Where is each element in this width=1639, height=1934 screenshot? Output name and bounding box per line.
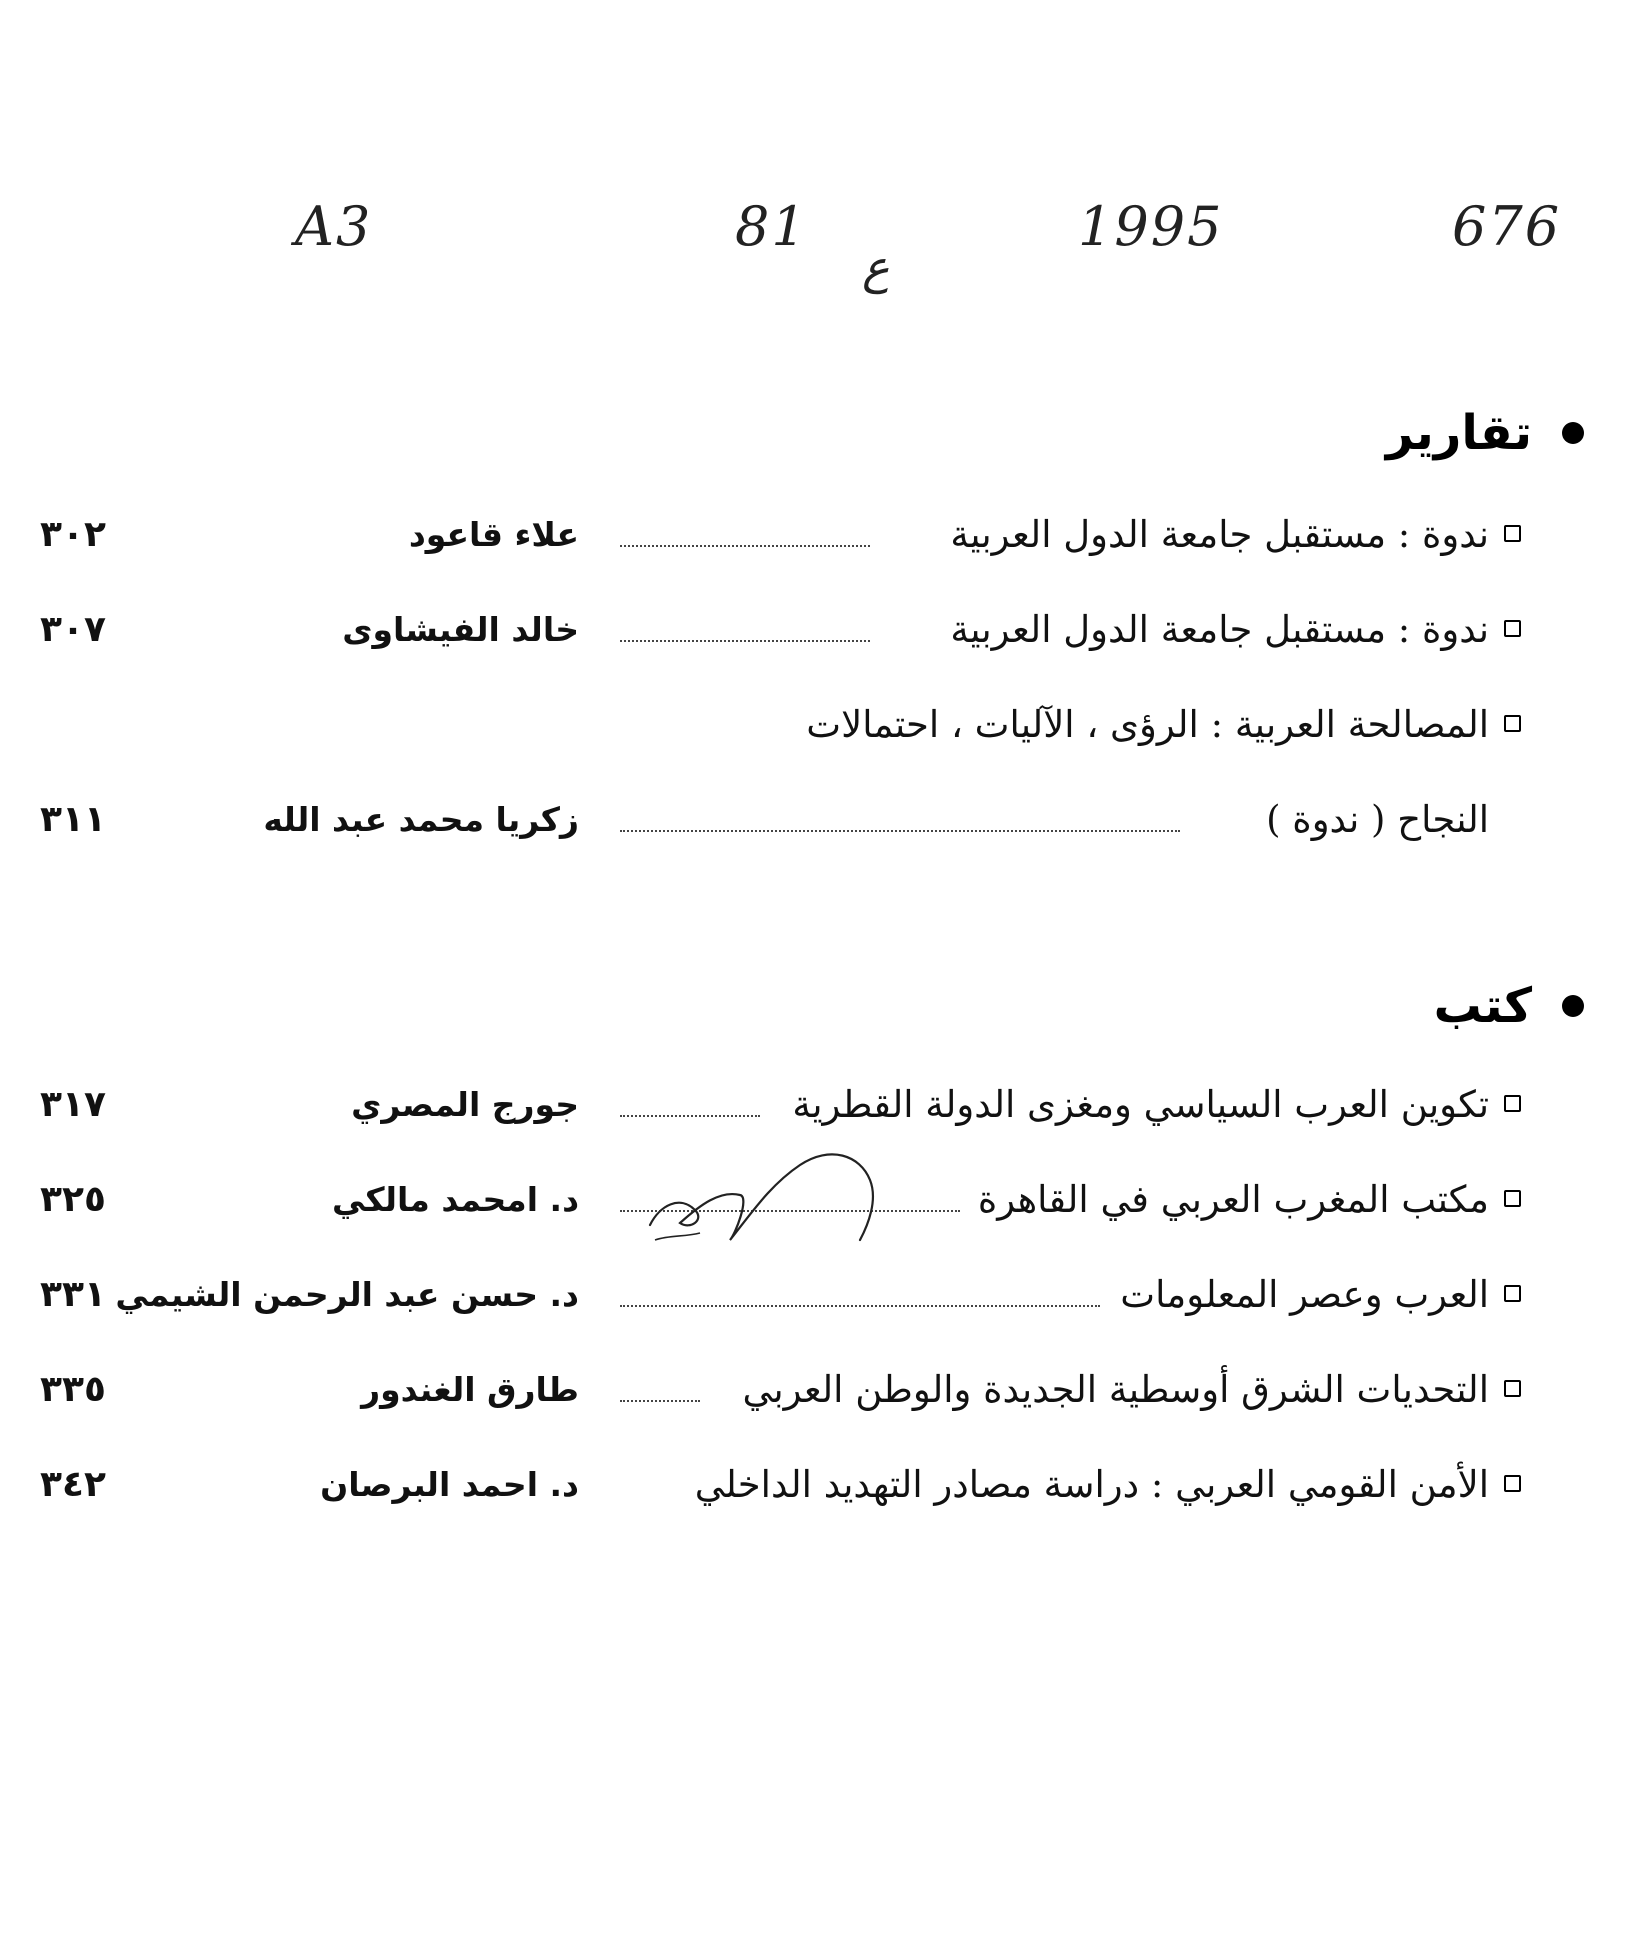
entry-page-number: ٣٣٥ [40, 1369, 106, 1410]
entry-title-continued: النجاح ( ندوة ) [1266, 798, 1489, 841]
entry-page-number: ٣٠٧ [40, 609, 106, 650]
dot-leader [620, 1115, 760, 1117]
entry-author: د. احمد البرصان [320, 1465, 579, 1504]
handwritten-issue-abbrev: ع [862, 240, 890, 294]
entry-title: مكتب المغرب العربي في القاهرة [977, 1178, 1489, 1221]
dot-leader [620, 830, 1180, 832]
toc-entry-multiline [0, 695, 1639, 755]
section-heading-text: كتب [1433, 978, 1532, 1034]
entry-title: الأمن القومي العربي : دراسة مصادر التهديد الداخلي [694, 1463, 1489, 1506]
entry-author: علاء قاعود [408, 515, 579, 554]
checkbox-icon [1504, 1380, 1521, 1397]
entry-author: د. امحمد مالكي [332, 1180, 579, 1219]
toc-entry [0, 1455, 1639, 1515]
handwritten-catalog-number: 676 [1452, 195, 1562, 258]
entry-title: تكوين العرب السياسي ومغزى الدولة القطرية [792, 1083, 1489, 1126]
checkbox-icon [1504, 1475, 1521, 1492]
signature-scribble [640, 1135, 900, 1255]
entry-page-number: ٣٣١ [40, 1274, 106, 1315]
entry-author: د. حسن عبد الرحمن الشيمي [115, 1275, 579, 1314]
entry-title: ندوة : مستقبل جامعة الدول العربية [950, 513, 1489, 556]
entry-page-number: ٣٢٥ [40, 1179, 106, 1220]
section-heading-books [1434, 978, 1584, 1034]
handwritten-ref-code: A3 [295, 195, 373, 258]
entry-title: العرب وعصر المعلومات [1120, 1273, 1489, 1316]
checkbox-icon [1504, 1285, 1521, 1302]
entry-title: المصالحة العربية : الرؤى ، الآليات ، احتمالات [806, 703, 1489, 746]
entry-page-number: ٣١٧ [40, 1084, 106, 1125]
bullet-icon [1562, 995, 1584, 1017]
toc-entry [0, 1075, 1639, 1135]
section-heading-text: تقارير [1385, 405, 1532, 461]
entry-page-number: ٣٠٢ [40, 514, 106, 555]
toc-entry [0, 1360, 1639, 1420]
checkbox-icon [1504, 1190, 1521, 1207]
entry-author: زكريا محمد عبد الله [263, 800, 579, 839]
checkbox-icon [1504, 525, 1521, 542]
bullet-icon [1562, 422, 1584, 444]
checkbox-icon [1504, 1095, 1521, 1112]
dot-leader [620, 545, 870, 547]
entry-author: خالد الفيشاوى [342, 610, 579, 649]
toc-entry [0, 600, 1639, 660]
dot-leader [620, 1400, 700, 1402]
dot-leader [620, 640, 870, 642]
handwritten-year: 1995 [1078, 195, 1224, 258]
entry-author: جورج المصري [351, 1085, 579, 1124]
toc-entry [0, 1265, 1639, 1325]
entry-page-number: ٣٤٢ [40, 1464, 106, 1505]
entry-title: ندوة : مستقبل جامعة الدول العربية [950, 608, 1489, 651]
toc-entry-continuation [0, 790, 1639, 850]
checkbox-icon [1504, 715, 1521, 732]
entry-title: التحديات الشرق أوسطية الجديدة والوطن العربي [742, 1368, 1489, 1411]
section-heading-reports [1386, 405, 1584, 461]
entry-page-number: ٣١١ [40, 799, 106, 840]
toc-entry [0, 505, 1639, 565]
dot-leader [620, 1305, 1100, 1307]
checkbox-icon [1504, 620, 1521, 637]
handwritten-issue-number: 81 [735, 195, 808, 258]
entry-author: طارق الغندور [361, 1370, 579, 1409]
